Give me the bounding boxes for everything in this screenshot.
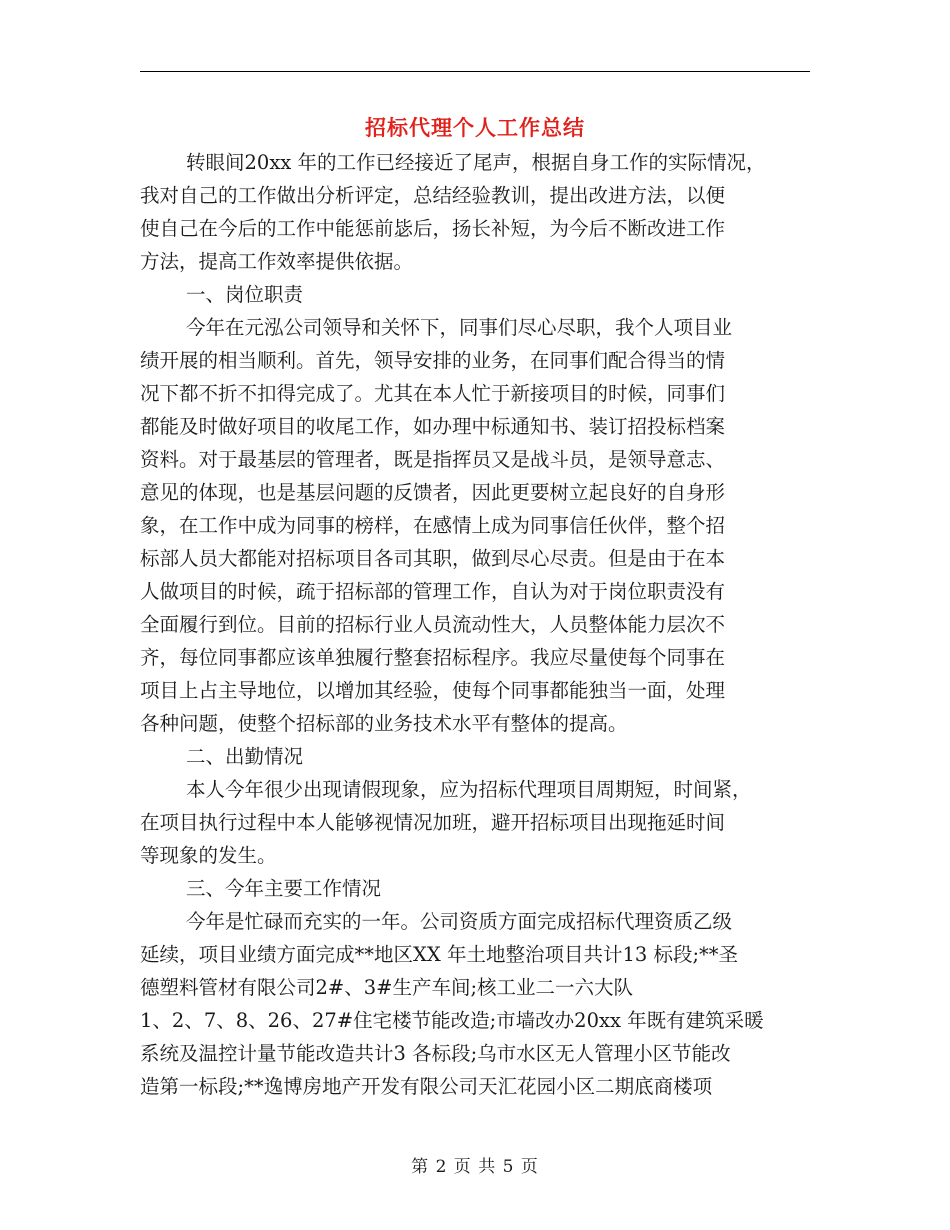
- paragraph-line: 意见的体现，也是基层问题的反馈者，因此更要树立起良好的自身形: [140, 481, 726, 504]
- paragraph-line: 象，在工作中成为同事的榜样，在感情上成为同事信任伙伴，整个招: [140, 514, 726, 537]
- paragraph-line: 等现象的发生。: [140, 844, 277, 867]
- paragraph-line: 在项目执行过程中本人能够视情况加班，避开招标项目出现拖延时间: [140, 811, 726, 834]
- paragraph-line: 绩开展的相当顺利。首先，领导安排的业务，在同事们配合得当的情: [140, 349, 726, 372]
- paragraph-line: 况下都不折不扣得完成了。尤其在本人忙于新接项目的时候，同事们: [140, 382, 726, 405]
- paragraph-line: 使自己在今后的工作中能惩前毖后，扬长补短，为今后不断改进工作: [140, 217, 726, 240]
- paragraph-line: 1、2、7、8、26、27#住宅楼节能改造;市墙改办20xx 年既有建筑采暖: [140, 1009, 764, 1032]
- page-number-footer: 第 2 页 共 5 页: [411, 1157, 539, 1177]
- paragraph-line: 系统及温控计量节能改造共计3 各标段;乌市水区无人管理小区节能改: [140, 1042, 731, 1065]
- paragraph-line: 延续，项目业绩方面完成**地区XX 年土地整治项目共计13 标段;**圣: [140, 943, 739, 966]
- paragraph-line: 今年是忙碌而充实的一年。公司资质方面完成招标代理资质乙级: [186, 910, 733, 933]
- paragraph-line: 今年在元泓公司领导和关怀下，同事们尽心尽职，我个人项目业: [186, 316, 733, 339]
- paragraph-line: 转眼间20xx 年的工作已经接近了尾声，根据自身工作的实际情况，: [186, 151, 766, 174]
- document-title: 招标代理个人工作总结: [365, 116, 585, 140]
- paragraph-line: 标部人员大都能对招标项目各司其职，做到尽心尽责。但是由于在本: [140, 547, 726, 570]
- paragraph-line: 本人今年很少出现请假现象，应为招标代理项目周期短，时间紧，: [186, 778, 752, 801]
- section-heading: 二、出勤情况: [186, 745, 304, 768]
- paragraph-line: 资料。对于最基层的管理者，既是指挥员又是战斗员，是领导意志、: [140, 448, 726, 471]
- section-heading: 三、今年主要工作情况: [186, 877, 382, 900]
- section-heading: 一、岗位职责: [186, 283, 304, 306]
- paragraph-line: 齐，每位同事都应该单独履行整套招标程序。我应尽量使每个同事在: [140, 646, 726, 669]
- paragraph-line: 人做项目的时候，疏于招标部的管理工作，自认为对于岗位职责没有: [140, 580, 726, 603]
- paragraph-line: 造第一标段;**逸博房地产开发有限公司天汇花园小区二期底商楼项: [140, 1075, 713, 1098]
- paragraph-line: 德塑料管材有限公司2#、3#生产车间;核工业二一六大队: [140, 976, 634, 999]
- paragraph-line: 都能及时做好项目的收尾工作，如办理中标通知书、装订招投标档案: [140, 415, 726, 438]
- paragraph-line: 项目上占主导地位，以增加其经验，使每个同事都能独当一面，处理: [140, 679, 726, 702]
- paragraph-line: 全面履行到位。目前的招标行业人员流动性大，人员整体能力层次不: [140, 613, 726, 636]
- paragraph-line: 我对自己的工作做出分析评定，总结经验教训，提出改进方法，以便: [140, 184, 726, 207]
- paragraph-line: 方法，提高工作效率提供依据。: [140, 250, 414, 273]
- paragraph-line: 各种问题，使整个招标部的业务技术水平有整体的提高。: [140, 712, 628, 735]
- header-rule: [140, 71, 810, 72]
